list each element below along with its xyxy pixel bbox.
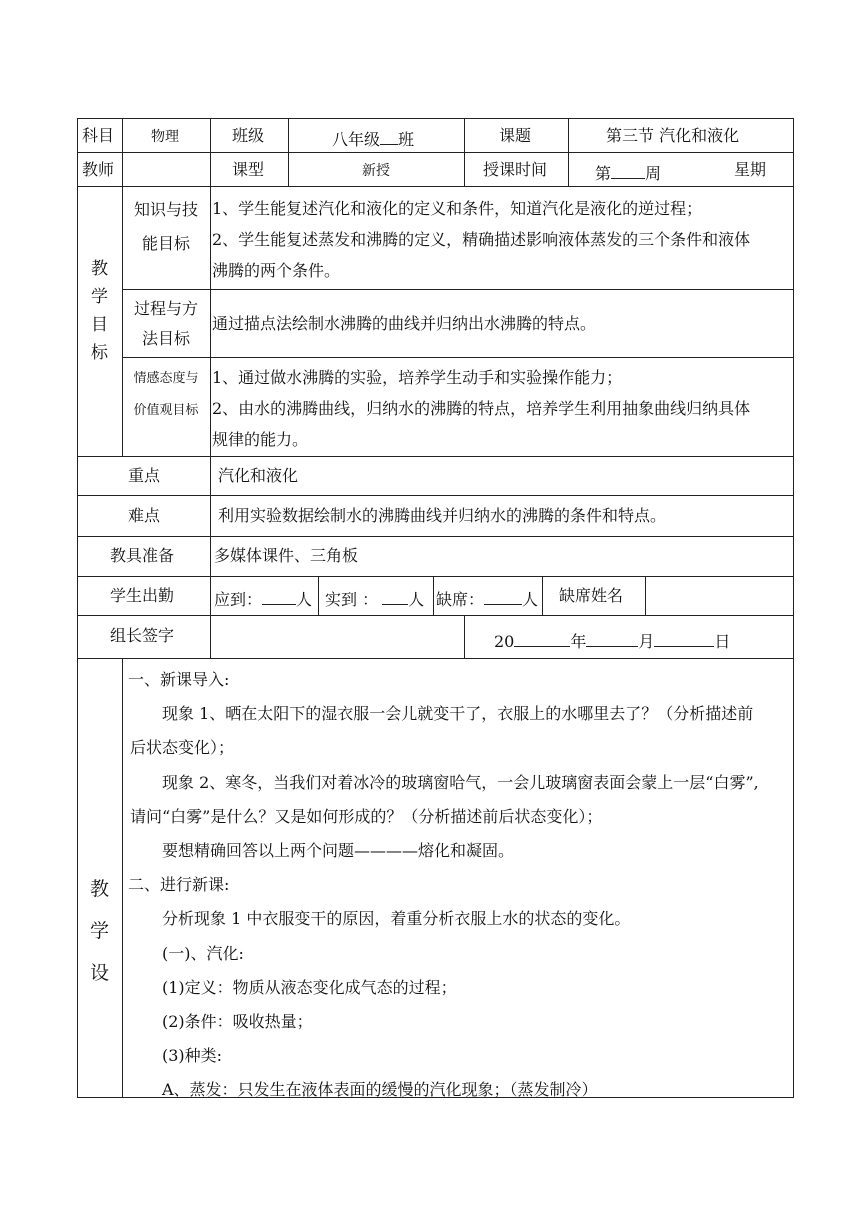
signature-label: 组长签字 <box>110 626 175 645</box>
design-line: 二、进行新课: <box>128 875 230 895</box>
attendance-label: 学生出勤 <box>110 586 175 605</box>
design-line: 现象 1、晒在太阳下的湿衣服一会儿就变干了，衣服上的水哪里去了？（分析描述前 <box>162 704 754 724</box>
process-label-line: 过程与方 <box>133 299 198 318</box>
knowledge-text <box>212 193 792 286</box>
emotion-text <box>212 362 792 455</box>
design-line: A、蒸发：只发生在液体表面的缓慢的汽化现象；（蒸发制冷） <box>162 1080 598 1100</box>
emotion-line: 1、通过做水沸腾的实验，培养学生动手和实验操作能力； <box>212 368 623 387</box>
difficulty-label: 难点 <box>128 506 161 525</box>
class-label: 班级 <box>232 126 265 145</box>
month-label: 月 <box>638 632 655 651</box>
expected-field <box>214 586 312 610</box>
week-suffix: 周 <box>645 164 662 183</box>
actual-unit: 人 <box>408 590 425 609</box>
topic-value: 第三节 汽化和液化 <box>606 126 740 145</box>
key-point-label: 重点 <box>128 466 161 485</box>
absent-label: 缺席： <box>436 590 485 609</box>
emotion-label-line: 情感态度与 <box>133 371 199 386</box>
topic-label: 课题 <box>499 126 532 145</box>
design-line: (一)、汽化: <box>162 943 244 963</box>
objectives-char: 学 <box>91 287 108 307</box>
objectives-char: 教 <box>91 259 108 279</box>
design-label <box>77 868 122 994</box>
actual-count-blank[interactable] <box>382 586 408 605</box>
design-line: 现象 2、寒冬，当我们对着冰冷的玻璃窗哈气，一会儿玻璃窗表面会蒙上一层“白雾”, <box>162 772 759 792</box>
design-line: 后状态变化）； <box>130 738 235 758</box>
difficulty-value: 利用实验数据绘制水的沸腾曲线并归纳水的沸腾的条件和特点。 <box>218 506 667 525</box>
absent-field <box>436 586 538 610</box>
key-point-value: 汽化和液化 <box>218 466 299 485</box>
design-line: (1)定义：物质从液态变化成气态的过程； <box>162 977 457 997</box>
class-suffix: 班 <box>398 130 415 149</box>
class-number-blank[interactable] <box>380 126 398 145</box>
knowledge-line: 沸腾的两个条件。 <box>212 261 341 280</box>
design-char: 学 <box>89 920 109 942</box>
date-prefix: 20 <box>494 632 515 651</box>
tools-value: 多媒体课件、三角板 <box>214 546 359 565</box>
expected-unit: 人 <box>296 590 313 609</box>
expected-label: 应到： <box>214 590 263 609</box>
objectives-label <box>77 255 122 367</box>
subject-label: 科目 <box>82 126 115 145</box>
process-label-line: 法目标 <box>141 329 190 348</box>
day-blank[interactable] <box>654 628 714 647</box>
knowledge-line: 2、学生能复述蒸发和沸腾的定义，精确描述影响液体蒸发的三个条件和液体 <box>212 230 751 249</box>
design-line: 要想精确回答以上两个问题————熔化和凝固。 <box>162 841 515 861</box>
design-line: (3)种类: <box>162 1046 223 1066</box>
design-line: 一、新课导入: <box>128 670 230 689</box>
tools-label: 教具准备 <box>110 546 175 565</box>
design-char: 设 <box>89 962 109 984</box>
actual-label: 实到 ： <box>325 590 379 609</box>
weekday-label: 星期 <box>734 160 767 179</box>
knowledge-line: 1、学生能复述汽化和液化的定义和条件，知道汽化是液化的逆过程； <box>212 199 703 218</box>
objectives-char: 目 <box>91 315 108 335</box>
process-text: 通过描点法绘制水沸腾的曲线并归纳出水沸腾的特点。 <box>212 314 597 333</box>
knowledge-label <box>122 193 210 261</box>
week-number-blank[interactable] <box>611 160 645 179</box>
week-field <box>595 160 661 184</box>
emotion-label-line: 价值观目标 <box>133 403 199 418</box>
emotion-label <box>122 363 210 427</box>
process-label <box>122 294 210 354</box>
emotion-line: 规律的能力。 <box>212 430 309 449</box>
design-line: 分析现象 1 中衣服变干的原因，着重分析衣服上水的状态的变化。 <box>162 909 631 929</box>
design-content <box>124 663 792 1108</box>
month-blank[interactable] <box>586 628 638 647</box>
week-prefix: 第 <box>595 164 612 183</box>
absent-unit: 人 <box>522 590 539 609</box>
knowledge-label-line: 能目标 <box>141 234 190 253</box>
class-grade: 八年级 <box>332 130 381 149</box>
class-value <box>332 126 414 150</box>
year-blank[interactable] <box>514 628 570 647</box>
absent-count-blank[interactable] <box>484 586 522 605</box>
signature-date <box>494 628 730 652</box>
type-label: 课型 <box>232 160 265 179</box>
emotion-line: 2、由水的沸腾曲线，归纳水的沸腾的特点，培养学生利用抽象曲线归纳具体 <box>212 399 751 418</box>
design-line: (2)条件：吸收热量； <box>162 1012 313 1032</box>
objectives-char: 标 <box>91 343 108 363</box>
type-value: 新授 <box>362 163 390 179</box>
time-label: 授课时间 <box>483 160 548 179</box>
expected-count-blank[interactable] <box>262 586 296 605</box>
actual-field <box>325 586 424 610</box>
subject-value: 物理 <box>151 129 179 145</box>
knowledge-label-line: 知识与技 <box>133 200 198 219</box>
design-char: 教 <box>89 878 109 900</box>
day-label: 日 <box>714 632 731 651</box>
year-label: 年 <box>570 632 587 651</box>
design-line: 请问“白雾”是什么？又是如何形成的？（分析描述前后状态变化）； <box>130 806 603 826</box>
absent-names-label: 缺席姓名 <box>559 586 624 605</box>
teacher-label: 教师 <box>82 160 115 179</box>
